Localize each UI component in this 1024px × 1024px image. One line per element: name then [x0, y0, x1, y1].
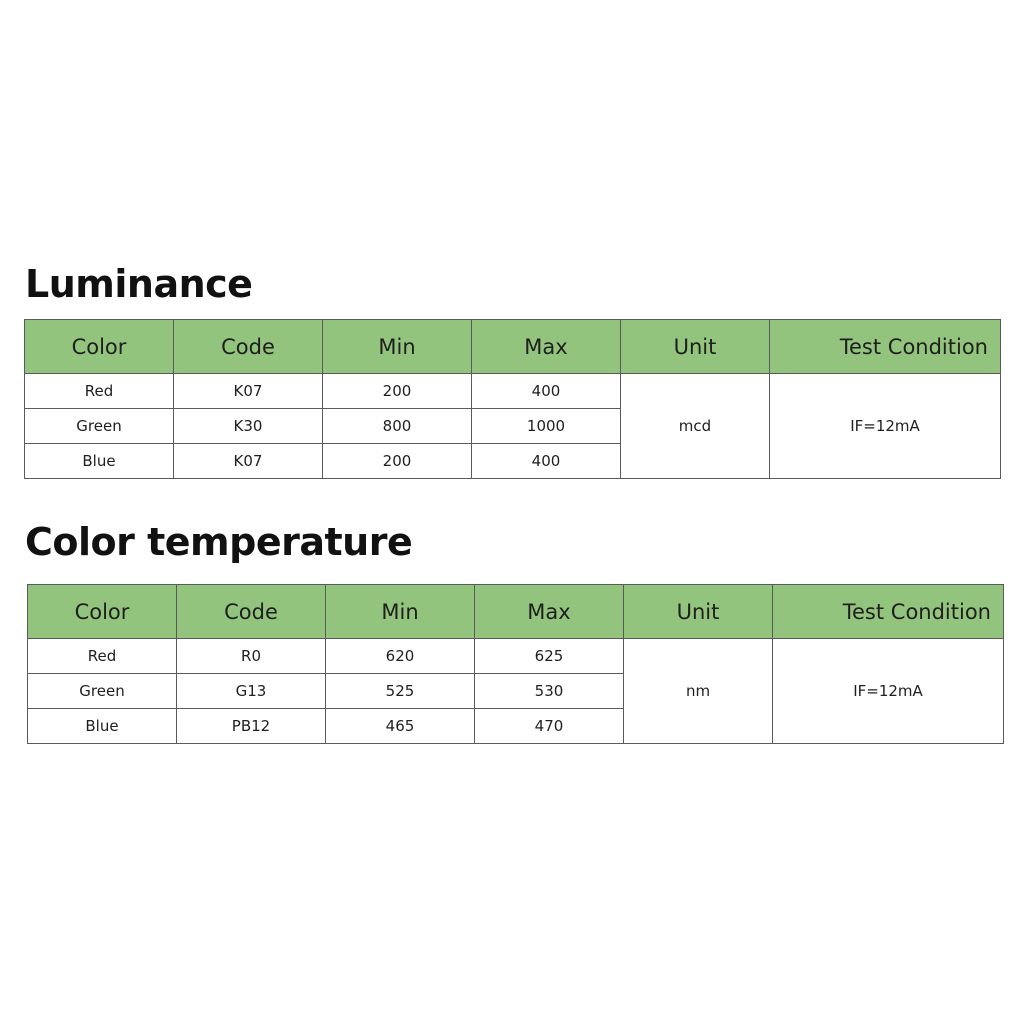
- header-code: Code: [174, 320, 323, 374]
- cell-code: PB12: [177, 709, 326, 744]
- header-max: Max: [472, 320, 621, 374]
- cell-max: 470: [475, 709, 624, 744]
- cell-max: 625: [475, 639, 624, 674]
- header-unit: Unit: [621, 320, 770, 374]
- cell-max: 400: [472, 444, 621, 479]
- cell-min: 525: [326, 674, 475, 709]
- cell-min: 620: [326, 639, 475, 674]
- header-min: Min: [326, 585, 475, 639]
- cell-code: K30: [174, 409, 323, 444]
- cell-code: K07: [174, 374, 323, 409]
- cell-min: 465: [326, 709, 475, 744]
- luminance-table: [24, 319, 1001, 479]
- cell-color: Green: [25, 409, 174, 444]
- table-row: [25, 374, 1001, 409]
- cell-unit: mcd: [621, 374, 770, 479]
- cell-min: 800: [323, 409, 472, 444]
- cell-max: 400: [472, 374, 621, 409]
- table-header-row: [25, 320, 1001, 374]
- cell-code: K07: [174, 444, 323, 479]
- table-header-row: [28, 585, 1004, 639]
- header-max: Max: [475, 585, 624, 639]
- cell-code: R0: [177, 639, 326, 674]
- color-temperature-table: [27, 584, 1004, 744]
- header-min: Min: [323, 320, 472, 374]
- cell-test-condition: IF=12mA: [773, 639, 1004, 744]
- cell-code: G13: [177, 674, 326, 709]
- header-unit: Unit: [624, 585, 773, 639]
- header-code: Code: [177, 585, 326, 639]
- header-color: Color: [28, 585, 177, 639]
- cell-max: 1000: [472, 409, 621, 444]
- cell-color: Blue: [25, 444, 174, 479]
- table-row: [28, 639, 1004, 674]
- cell-test-condition: IF=12mA: [770, 374, 1001, 479]
- header-test-condition: Test Condition: [773, 585, 1004, 639]
- cell-color: Red: [28, 639, 177, 674]
- cell-unit: nm: [624, 639, 773, 744]
- cell-min: 200: [323, 374, 472, 409]
- cell-color: Blue: [28, 709, 177, 744]
- color-temperature-title: Color temperature: [25, 520, 413, 564]
- cell-max: 530: [475, 674, 624, 709]
- header-test-condition: Test Condition: [770, 320, 1001, 374]
- cell-min: 200: [323, 444, 472, 479]
- header-color: Color: [25, 320, 174, 374]
- cell-color: Red: [25, 374, 174, 409]
- luminance-title: Luminance: [25, 262, 253, 306]
- cell-color: Green: [28, 674, 177, 709]
